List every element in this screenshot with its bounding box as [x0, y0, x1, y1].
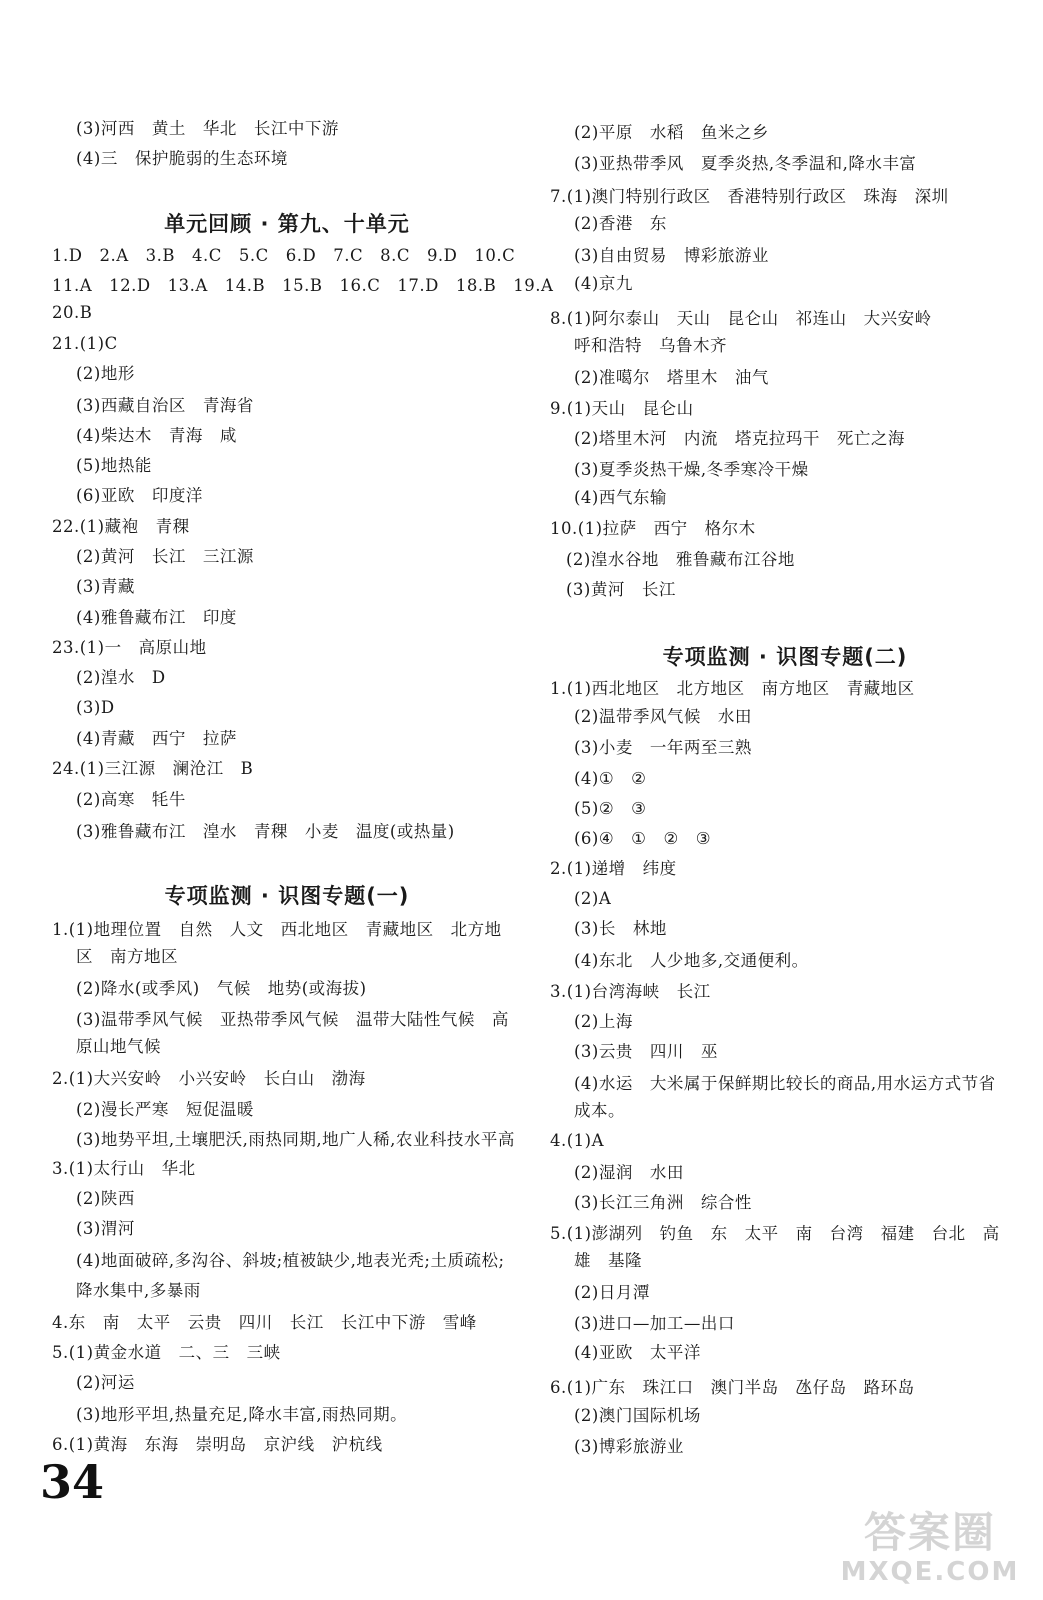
answer-subitem: (6)亚欧 印度洋: [76, 486, 203, 505]
answer-subitem: (2)地形: [76, 364, 135, 383]
answer-item: 7.(1)澳门特别行政区 香港特别行政区 珠海 深圳: [550, 187, 949, 206]
answer-subitem: (3)黄河 长江: [566, 580, 676, 599]
answer-subitem: (2)河运: [76, 1373, 135, 1392]
page-number: 34: [40, 1455, 105, 1509]
watermark-logo-url: MXQE.COM: [840, 1557, 1020, 1587]
answer-item: 8.(1)阿尔泰山 天山 昆仑山 祁连山 大兴安岭: [550, 309, 932, 328]
answer-subitem: (4)亚欧 太平洋: [574, 1343, 701, 1362]
answer-subitem: (3)D: [76, 698, 115, 717]
answer-subitem: (3)西藏自治区 青海省: [76, 396, 254, 415]
answer-subitem: 成本。: [574, 1101, 625, 1120]
answer-subitem: (5)地热能: [76, 456, 152, 475]
answer-item: 21.(1)C: [52, 334, 118, 353]
answer-subitem: (4)① ②: [574, 769, 647, 788]
answer-item: 9.(1)天山 昆仑山: [550, 399, 694, 418]
answer-subitem: (5)② ③: [574, 799, 647, 818]
answer-subitem: (2)香港 东: [574, 214, 667, 233]
answer-item: 24.(1)三江源 澜沧江 B: [52, 759, 254, 778]
answer-subitem: (3)亚热带季风 夏季炎热,冬季温和,降水丰富: [574, 154, 917, 173]
answer-item: 2.(1)递增 纬度: [550, 859, 677, 878]
answer-subitem: (3)温带季风气候 亚热带季风气候 温带大陆性气候 高: [76, 1010, 509, 1029]
answer-subitem: (3)长 林地: [574, 919, 667, 938]
answer-item: 4.(1)A: [550, 1131, 605, 1150]
answer-subitem: (4)青藏 西宁 拉萨: [76, 729, 237, 748]
answer-subitem: (3)河西 黄土 华北 长江中下游: [76, 119, 339, 138]
answer-subitem: (2)漫长严寒 短促温暖: [76, 1100, 254, 1119]
answer-subitem: (2)上海: [574, 1012, 633, 1031]
answer-subitem: 雄 基隆: [574, 1251, 642, 1270]
answer-subitem: (2)准噶尔 塔里木 油气: [574, 368, 769, 387]
answer-subitem: (2)A: [574, 889, 612, 908]
answer-subitem: 区 南方地区: [76, 947, 178, 966]
watermark-logo: [835, 1510, 1025, 1588]
answer-subitem: (3)地形平坦,热量充足,降水丰富,雨热同期。: [76, 1405, 408, 1424]
answer-subitem: (2)塔里木河 内流 塔克拉玛干 死亡之海: [574, 429, 905, 448]
answer-item: 5.(1)澎湖列 钓鱼 东 太平 南 台湾 福建 台北 高: [550, 1224, 1000, 1243]
answer-subitem: (3)青藏: [76, 577, 135, 596]
answer-subitem: (4)雅鲁藏布江 印度: [76, 608, 237, 627]
answer-item: 11.A 12.D 13.A 14.B 15.B 16.C 17.D 18.B 19.A: [52, 276, 554, 295]
answer-subitem: (2)陕西: [76, 1189, 135, 1208]
answer-item: 1.(1)西北地区 北方地区 南方地区 青藏地区: [550, 679, 915, 698]
answer-subitem: 呼和浩特 乌鲁木齐: [574, 336, 727, 355]
answer-subitem: (3)云贵 四川 巫: [574, 1042, 718, 1061]
answer-subitem: (3)长江三角洲 综合性: [574, 1193, 752, 1212]
answer-subitem: (4)京九: [574, 274, 633, 293]
answer-item: 4.东 南 太平 云贵 四川 长江 长江中下游 雪峰: [52, 1313, 477, 1332]
answer-subitem: (3)雅鲁藏布江 湟水 青稞 小麦 温度(或热量): [76, 822, 455, 841]
answer-subitem: (2)降水(或季风) 气候 地势(或海拔): [76, 979, 367, 998]
answer-item: 23.(1)一 高原山地: [52, 638, 207, 657]
answer-subitem: (2)澳门国际机场: [574, 1406, 701, 1425]
answer-subitem: 原山地气候: [76, 1037, 161, 1056]
answer-subitem: (2)湟水谷地 雅鲁藏布江谷地: [566, 550, 795, 569]
answer-subitem: (4)柴达木 青海 咸: [76, 426, 237, 445]
watermark-logo-text: 答案圈: [863, 1508, 996, 1557]
section-heading: 专项监测 · 识图专题(二): [662, 645, 908, 669]
answer-subitem: (4)东北 人少地多,交通便利。: [574, 951, 809, 970]
answer-subitem: (2)温带季风气候 水田: [574, 707, 752, 726]
answer-subitem: (3)自由贸易 博彩旅游业: [574, 246, 769, 265]
answer-subitem: (4)三 保护脆弱的生态环境: [76, 149, 288, 168]
answer-subitem: (3)渭河: [76, 1219, 135, 1238]
answer-subitem: (2)湟水 D: [76, 668, 166, 687]
answer-subitem: (3)博彩旅游业: [574, 1437, 684, 1456]
answer-item: 6.(1)广东 珠江口 澳门半岛 氹仔岛 路环岛: [550, 1378, 915, 1397]
answer-subitem: (2)黄河 长江 三江源: [76, 547, 254, 566]
answer-subitem: (4)西气东输: [574, 488, 667, 507]
answer-item: 1.D 2.A 3.B 4.C 5.C 6.D 7.C 8.C 9.D 10.C: [52, 246, 516, 265]
answer-item: 3.(1)太行山 华北: [52, 1159, 196, 1178]
answer-subitem: (4)地面破碎,多沟谷、斜坡;植被缺少,地表光秃;土质疏松;: [76, 1251, 505, 1270]
answer-subitem: (4)水运 大米属于保鲜期比较长的商品,用水运方式节省: [574, 1074, 996, 1093]
answer-item: 2.(1)大兴安岭 小兴安岭 长白山 渤海: [52, 1069, 366, 1088]
answer-item: 3.(1)台湾海峡 长江: [550, 982, 711, 1001]
answer-item: 1.(1)地理位置 自然 人文 西北地区 青藏地区 北方地: [52, 920, 502, 939]
answer-subitem: (2)平原 水稻 鱼米之乡: [574, 123, 769, 142]
section-heading: 单元回顾 · 第九、十单元: [164, 212, 410, 236]
answer-item: 10.(1)拉萨 西宁 格尔木: [550, 519, 756, 538]
answer-item: 6.(1)黄海 东海 崇明岛 京沪线 沪杭线: [52, 1435, 383, 1454]
answer-subitem: 降水集中,多暴雨: [76, 1281, 201, 1300]
answer-item: 22.(1)藏袍 青稞: [52, 517, 190, 536]
answer-item: 20.B: [52, 303, 93, 322]
answer-subitem: (2)湿润 水田: [574, 1163, 684, 1182]
answer-subitem: (2)高寒 牦牛: [76, 790, 186, 809]
answer-subitem: (3)小麦 一年两至三熟: [574, 738, 752, 757]
section-heading: 专项监测 · 识图专题(一): [164, 884, 410, 908]
answer-subitem: (3)地势平坦,土壤肥沃,雨热同期,地广人稀,农业科技水平高: [76, 1130, 515, 1149]
answer-subitem: (3)进口—加工—出口: [574, 1314, 735, 1333]
answer-subitem: (3)夏季炎热干燥,冬季寒冷干燥: [574, 460, 809, 479]
answer-item: 5.(1)黄金水道 二、三 三峡: [52, 1343, 281, 1362]
answer-subitem: (2)日月潭: [574, 1283, 650, 1302]
answer-subitem: (6)④ ① ② ③: [574, 829, 712, 848]
